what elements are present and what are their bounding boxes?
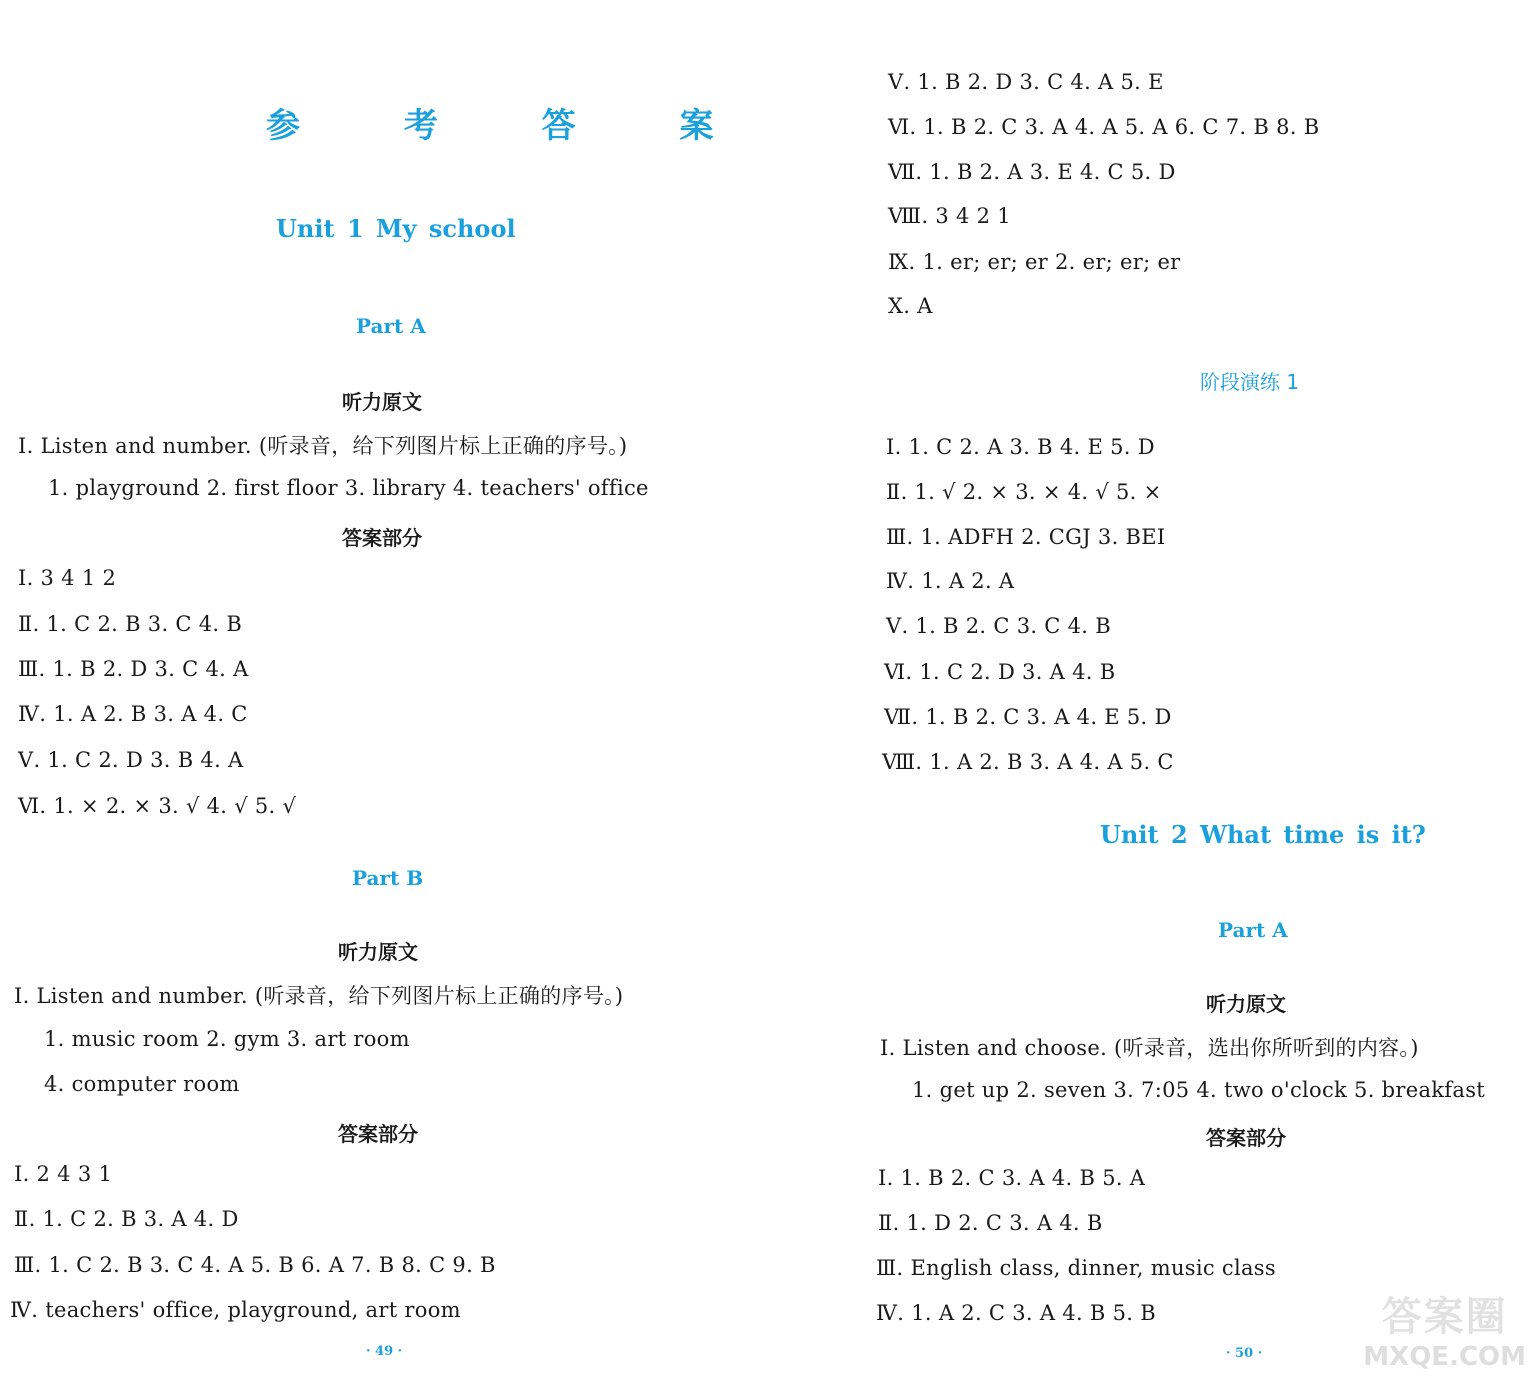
watermark-logo: 答案圈 — [1381, 1294, 1508, 1340]
answer-line: Ⅱ. 1. C 2. B 3. A 4. D — [14, 1207, 239, 1231]
page-number: · 49 · — [366, 1344, 403, 1359]
answer-line: Ⅴ. 1. C 2. D 3. B 4. A — [18, 748, 244, 772]
answer-line: Ⅲ. 1. B 2. D 3. C 4. A — [18, 657, 249, 681]
page-title: 参 考 答 案 — [266, 106, 760, 146]
listening-words: 1. playground 2. first floor 3. library 4. teachers' office — [48, 476, 649, 500]
listening-item: Ⅰ. Listen and choose. (听录音，选出你所听到的内容。) — [880, 1036, 1419, 1060]
unit-1-title: Unit 1 My school — [276, 214, 516, 243]
listening-heading: 听力原文 — [338, 940, 418, 964]
answer-line: Ⅷ. 3 4 2 1 — [888, 204, 1011, 228]
answer-line: Ⅰ. 1. C 2. A 3. B 4. E 5. D — [886, 435, 1155, 459]
answer-line: Ⅰ. 1. B 2. C 3. A 4. B 5. A — [878, 1166, 1146, 1190]
answer-line: Ⅱ. 1. D 2. C 3. A 4. B — [878, 1211, 1103, 1235]
answer-line: Ⅲ. 1. ADFH 2. CGJ 3. BEI — [886, 525, 1166, 549]
answer-line: Ⅳ. teachers' office, playground, art room — [10, 1298, 461, 1322]
listening-words: 1. get up 2. seven 3. 7:05 4. two o'clock 5. breakfast — [912, 1078, 1486, 1102]
answers-heading: 答案部分 — [338, 1122, 418, 1146]
answer-line: Ⅴ. 1. B 2. C 3. C 4. B — [886, 614, 1111, 638]
watermark-text: MXQE.COM — [1363, 1342, 1526, 1372]
answer-line: Ⅰ. 3 4 1 2 — [18, 566, 117, 590]
listening-item: Ⅰ. Listen and number. (听录音，给下列图片标上正确的序号。) — [14, 984, 624, 1008]
stage-practice-title: 阶段演练 1 — [1200, 370, 1300, 394]
answer-line: Ⅵ. 1. B 2. C 3. A 4. A 5. A 6. C 7. B 8. B — [888, 115, 1320, 139]
answer-line: Ⅹ. A — [888, 294, 933, 318]
listening-words: 4. computer room — [44, 1072, 240, 1096]
answer-line: Ⅸ. 1. er; er; er 2. er; er; er — [888, 250, 1181, 274]
answer-line: Ⅷ. 1. A 2. B 3. A 4. A 5. C — [882, 750, 1174, 774]
answer-line: Ⅳ. 1. A 2. B 3. A 4. C — [18, 702, 248, 726]
answer-line: Ⅶ. 1. B 2. A 3. E 4. C 5. D — [888, 160, 1176, 184]
answers-heading: 答案部分 — [342, 526, 422, 550]
answer-line: Ⅴ. 1. B 2. D 3. C 4. A 5. E — [888, 70, 1164, 94]
answers-heading: 答案部分 — [1206, 1126, 1286, 1150]
right-page — [768, 0, 1536, 1390]
listening-item: Ⅰ. Listen and number. (听录音，给下列图片标上正确的序号。) — [18, 434, 628, 458]
answer-line: Ⅰ. 2 4 3 1 — [14, 1162, 113, 1186]
answer-line: Ⅲ. 1. C 2. B 3. C 4. A 5. B 6. A 7. B 8. C 9. B — [14, 1253, 496, 1277]
listening-heading: 听力原文 — [1206, 992, 1286, 1016]
part-a-title: Part A — [356, 314, 426, 338]
answer-line: Ⅳ. 1. A 2. A — [886, 569, 1015, 593]
answer-line: Ⅵ. 1. × 2. × 3. √ 4. √ 5. √ — [18, 794, 297, 818]
part-a-title: Part A — [1218, 918, 1288, 942]
listening-words: 1. music room 2. gym 3. art room — [44, 1027, 410, 1051]
page-number: · 50 · — [1226, 1346, 1263, 1361]
part-b-title: Part B — [352, 866, 424, 890]
unit-2-title: Unit 2 What time is it? — [1100, 820, 1426, 849]
watermark — [1363, 1285, 1526, 1372]
answer-line: Ⅱ. 1. √ 2. × 3. × 4. √ 5. × — [886, 480, 1162, 504]
answer-line: Ⅵ. 1. C 2. D 3. A 4. B — [884, 660, 1116, 684]
answer-line: Ⅲ. English class, dinner, music class — [876, 1256, 1276, 1280]
answer-line: Ⅳ. 1. A 2. C 3. A 4. B 5. B — [876, 1301, 1156, 1325]
listening-heading: 听力原文 — [342, 390, 422, 414]
answer-line: Ⅱ. 1. C 2. B 3. C 4. B — [18, 612, 243, 636]
answer-line: Ⅶ. 1. B 2. C 3. A 4. E 5. D — [884, 705, 1172, 729]
